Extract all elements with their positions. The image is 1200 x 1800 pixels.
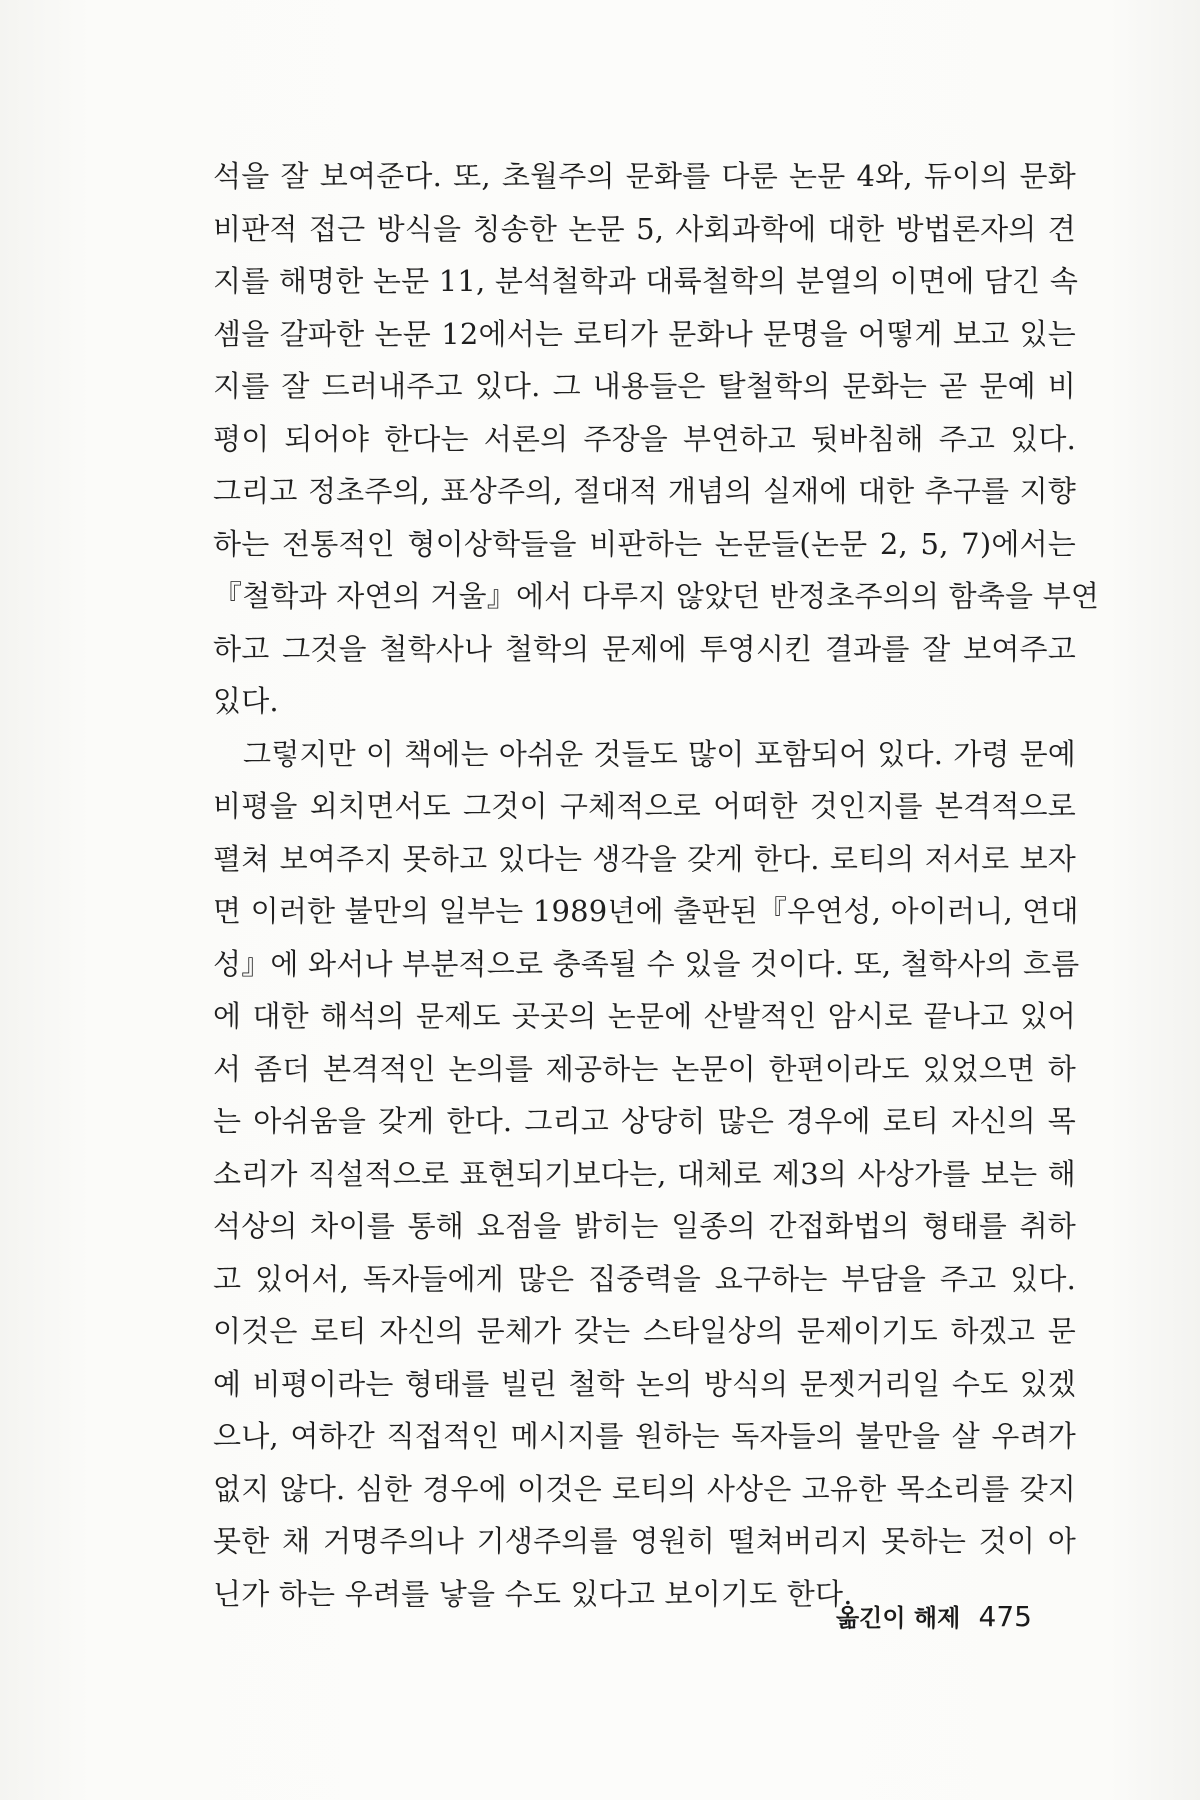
paragraph-1 xyxy=(213,150,1100,728)
paragraph-2 xyxy=(213,728,1080,1621)
text-line: 서 좀더 본격적인 논의를 제공하는 논문이 한편이라도 있었으면 하 xyxy=(213,1051,1076,1086)
text-line: 면 이러한 불만의 일부는 1989년에 출판된『우연성, 아이러니, 연대 xyxy=(213,894,1079,928)
text-line: 펼쳐 보여주지 못하고 있다는 생각을 갖게 한다. 로티의 저서로 보자 xyxy=(213,841,1076,876)
text-line: 소리가 직설적으로 표현되기보다는, 대체로 제3의 사상가를 보는 해 xyxy=(213,1156,1076,1191)
text-line: 지를 해명한 논문 11, 분석철학과 대륙철학의 분열의 이면에 담긴 속 xyxy=(213,264,1079,298)
text-line: 지를 잘 드러내주고 있다. 그 내용들은 탈철학의 문화는 곧 문예 비 xyxy=(213,369,1076,403)
text-line: 하고 그것을 철학사나 철학의 문제에 투영시킨 결과를 잘 보여주고 xyxy=(213,631,1076,666)
text-line: 성』에 와서나 부분적으로 충족될 수 있을 것이다. 또, 철학사의 흐름 xyxy=(213,946,1080,981)
text-line: 이것은 로티 자신의 문체가 갖는 스타일상의 문제이기도 하겠고 문 xyxy=(213,1314,1076,1348)
page-number: 475 xyxy=(978,1600,1032,1633)
text-line: 예 비평이라는 형태를 빌린 철학 논의 방식의 문젯거리일 수도 있겠 xyxy=(213,1366,1076,1401)
text-line: 으나, 여하간 직접적인 메시지를 원하는 독자들의 불만을 살 우려가 xyxy=(213,1419,1076,1453)
text-line: 하는 전통적인 형이상학들을 비판하는 논문들(논문 2, 5, 7)에서는 xyxy=(213,526,1076,561)
text-line: 석상의 차이를 통해 요점을 밝히는 일종의 간접화법의 형태를 취하 xyxy=(213,1209,1076,1243)
text-line: 석을 잘 보여준다. 또, 초월주의 문화를 다룬 논문 4와, 듀이의 문화 xyxy=(213,159,1076,193)
text-line: 평이 되어야 한다는 서론의 주장을 부연하고 뒷바침해 주고 있다. xyxy=(213,421,1076,456)
text-line: 그리고 정초주의, 표상주의, 절대적 개념의 실재에 대한 추구를 지향 xyxy=(213,474,1076,508)
running-section-title: 옮긴이 해제 xyxy=(836,1604,961,1632)
text-line: 없지 않다. 심한 경우에 이것은 로티의 사상은 고유한 목소리를 갖지 xyxy=(213,1471,1076,1506)
page-footer xyxy=(836,1598,1032,1633)
body-text xyxy=(213,150,1100,1620)
text-line: 고 있어서, 독자들에게 많은 집중력을 요구하는 부담을 주고 있다. xyxy=(213,1261,1076,1296)
text-line: 비평을 외치면서도 그것이 구체적으로 어떠한 것인지를 본격적으로 xyxy=(213,789,1076,823)
text-line: 는 아쉬움을 갖게 한다. 그리고 상당히 많은 경우에 로티 자신의 목 xyxy=(213,1104,1076,1138)
text-line: 못한 채 거명주의나 기생주의를 영원히 떨쳐버리지 못하는 것이 아 xyxy=(213,1524,1076,1558)
text-line: 『철학과 자연의 거울』에서 다루지 않았던 반정초주의의 함축을 부연 xyxy=(213,579,1100,613)
text-line: 비판적 접근 방식을 칭송한 논문 5, 사회과학에 대한 방법론자의 견 xyxy=(213,211,1076,246)
text-line: 닌가 하는 우려를 낳을 수도 있다고 보이기도 한다. xyxy=(213,1576,853,1611)
text-line: 에 대한 해석의 문제도 곳곳의 논문에 산발적인 암시로 끝나고 있어 xyxy=(213,999,1076,1033)
text-line: 있다. xyxy=(213,684,279,718)
text-line: 셈을 갈파한 논문 12에서는 로티가 문화나 문명을 어떻게 보고 있는 xyxy=(213,316,1076,351)
text-line: 그렇지만 이 책에는 아쉬운 것들도 많이 포함되어 있다. 가령 문예 xyxy=(243,736,1076,771)
